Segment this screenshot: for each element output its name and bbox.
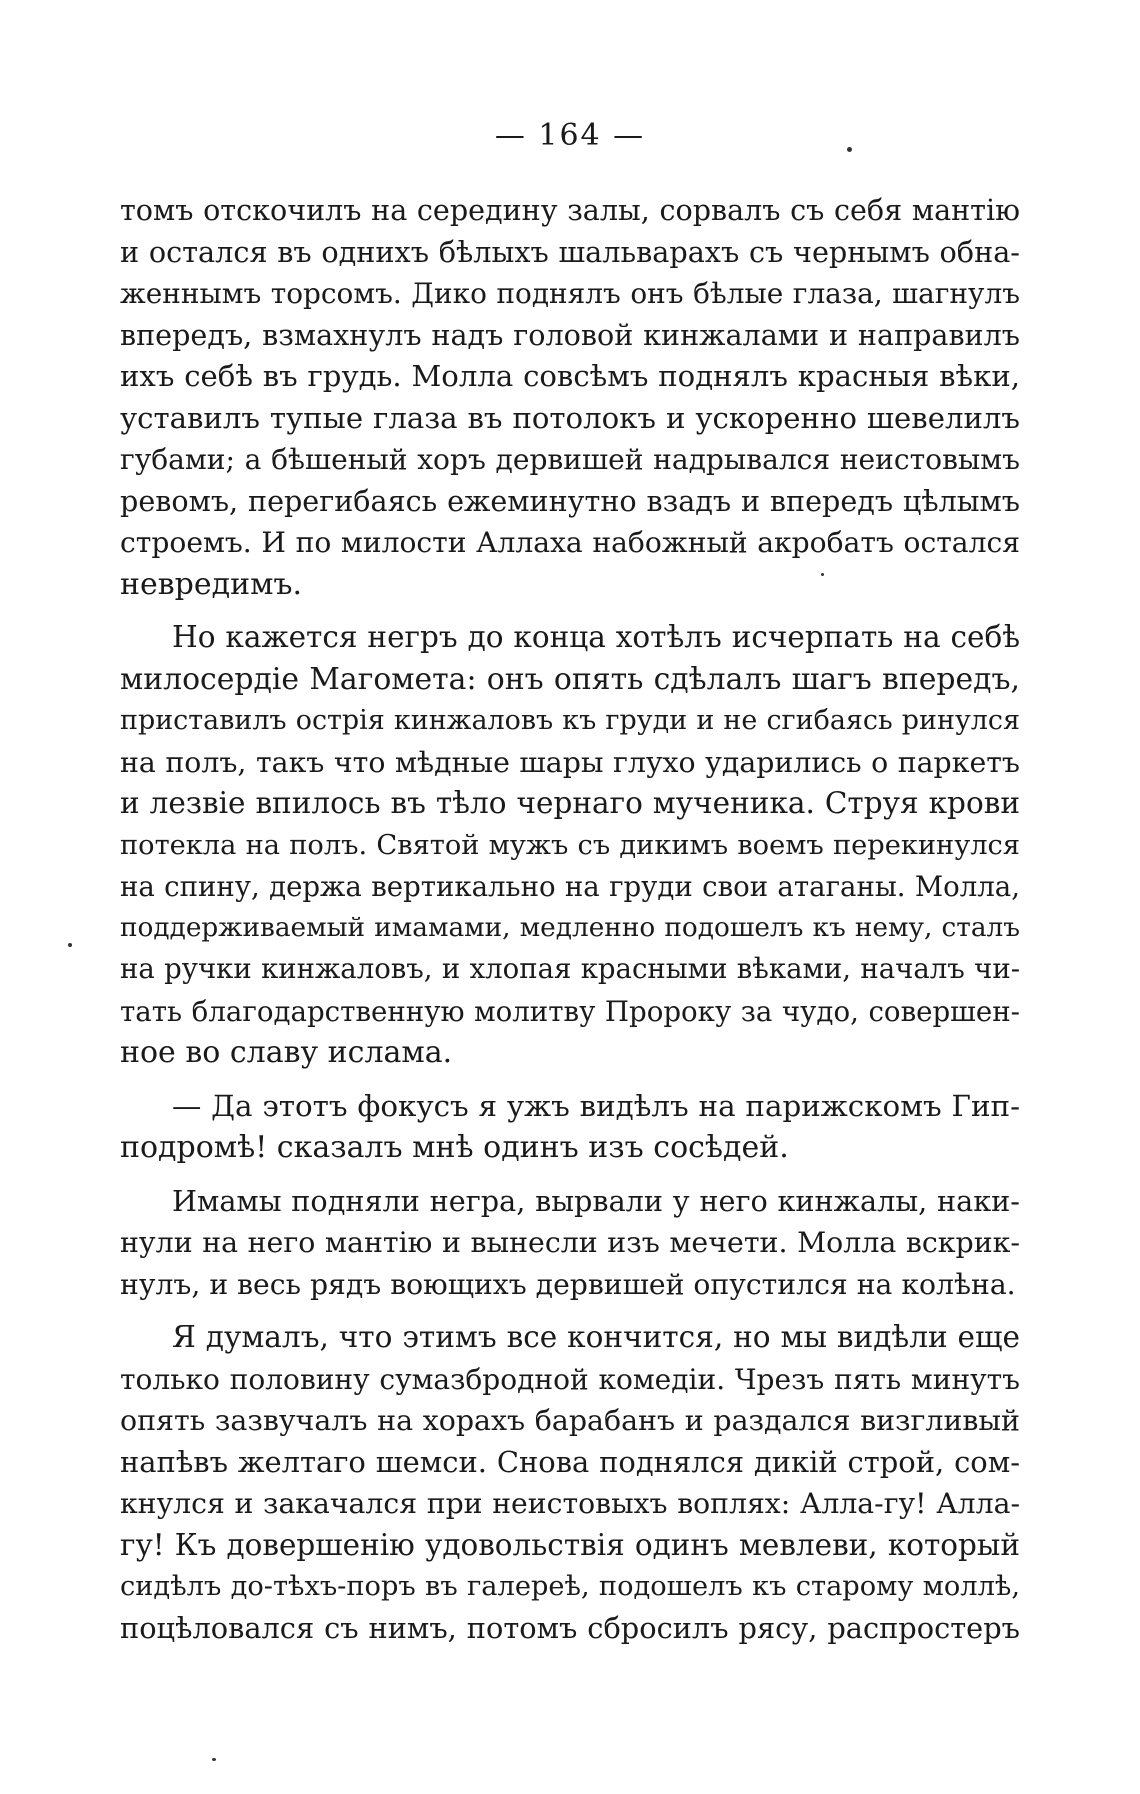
text-line: подромѣ! сказалъ мнѣ одинъ изъ сосѣдей.: [120, 1130, 789, 1165]
text-line: сидѣлъ до-тѣхъ-поръ въ галереѣ, подошелъ къ старому моллѣ,: [120, 1571, 1020, 1602]
paragraph-gap: [120, 605, 1020, 617]
paragraph-gap: [120, 1169, 1020, 1181]
ink-speck: [847, 147, 852, 152]
text-line: — Да этотъ фокусъ я ужъ видѣлъ на парижскомъ Гип-: [172, 1088, 1020, 1123]
text-line: впередъ, взмахнулъ надъ головой кинжалами и направилъ: [120, 317, 1020, 352]
text-line: и лезвіе впилось въ тѣло чернаго мученика. Струя крови: [120, 786, 1020, 820]
ink-speck: [68, 943, 72, 947]
page-number: — 164 —: [494, 118, 646, 153]
text-line: напѣвъ желтаго шемси. Снова поднялся дикій строй, сом-: [120, 1444, 1020, 1479]
text-line: женнымъ торсомъ. Дико поднялъ онъ бѣлые глаза, шагнулъ: [120, 277, 1020, 310]
text-line: поцѣловался съ нимъ, потомъ сбросилъ рясу, распростеръ: [120, 1610, 1020, 1645]
text-line: гу! Къ довершенію удовольствія одинъ мевлеви, который: [120, 1527, 1020, 1562]
text-line: поддерживаемый имамами, медленно подошелъ къ нему, сталъ: [120, 912, 1020, 943]
text-line: Имамы подняли негра, вырвали у него кинжалы, наки-: [172, 1183, 1020, 1218]
paragraph: [120, 190, 1020, 605]
text-line: уставилъ тупые глаза въ потолокъ и ускоренно шевелилъ: [120, 400, 1020, 435]
ink-speck: [212, 1758, 216, 1761]
text-line: ихъ себѣ въ грудь. Молла совсѣмъ поднялъ красныя вѣки,: [120, 359, 1020, 393]
text-line: томъ отскочилъ на середину залы, сорвалъ съ себя мантію: [120, 193, 1020, 227]
text-line: Но кажется негръ до конца хотѣлъ исчерпать на себѣ: [172, 620, 1020, 654]
text-line: потекла на полъ. Святой мужъ съ дикимъ воемъ перекинулся: [120, 829, 1020, 861]
text-line: только половину сумазбродной комедіи. Чрезъ пять минутъ: [120, 1362, 1020, 1396]
paragraph: [120, 1317, 1020, 1649]
text-line: приставилъ острія кинжаловъ къ груди и не сгибаясь ринулся: [120, 705, 1020, 736]
text-line: Я думалъ, что этимъ все кончится, но мы видѣли еще: [172, 1320, 1020, 1354]
text-line: ное во славу ислама.: [120, 1035, 453, 1070]
paragraph: [120, 1086, 1020, 1169]
text-line: на ручки кинжаловъ, и хлопая красными вѣками, началъ чи-: [120, 953, 1020, 985]
body-text: [120, 190, 1020, 1649]
paragraph: [120, 617, 1020, 1074]
text-line: строемъ. И по милости Аллаха набожный акробатъ остался: [120, 526, 1020, 559]
paragraph-gap: [120, 1305, 1020, 1317]
text-line: и остался въ однихъ бѣлыхъ шальварахъ съ чернымъ обна-: [120, 234, 1020, 269]
paragraph: [120, 1181, 1020, 1306]
text-line: на полъ, такъ что мѣдные шары глухо ударились о паркетъ: [120, 745, 1020, 779]
text-line: на спину, держа вертикально на груди свои атаганы. Молла,: [120, 870, 1020, 903]
text-line: кнулся и закачался при неистовыхъ воплях: Алла-гу! Алла-: [120, 1487, 1020, 1520]
text-line: милосердіе Магомета: онъ опять сдѣлалъ шагъ впередъ,: [120, 661, 1020, 697]
paragraph-gap: [120, 1074, 1020, 1086]
text-line: губами; а бѣшеный хоръ дервишей надрывался неистовымъ: [120, 443, 1020, 476]
text-line: тать благодарственную молитву Пророку за чудо, совершен-: [120, 994, 1020, 1028]
text-line: ревомъ, перегибаясь ежеминутно взадъ и впередъ цѣлымъ: [120, 483, 1020, 518]
ink-speck: [821, 573, 824, 576]
text-line: невредимъ.: [120, 566, 303, 602]
text-line: нулъ, и весь рядъ воющихъ дервишей опустился на колѣна.: [120, 1267, 1016, 1301]
text-line: опять зазвучалъ на хорахъ барабанъ и раздался визгливый: [120, 1404, 1020, 1437]
text-line: нули на него мантію и вынесли изъ мечети. Молла вскрик-: [120, 1226, 1020, 1259]
